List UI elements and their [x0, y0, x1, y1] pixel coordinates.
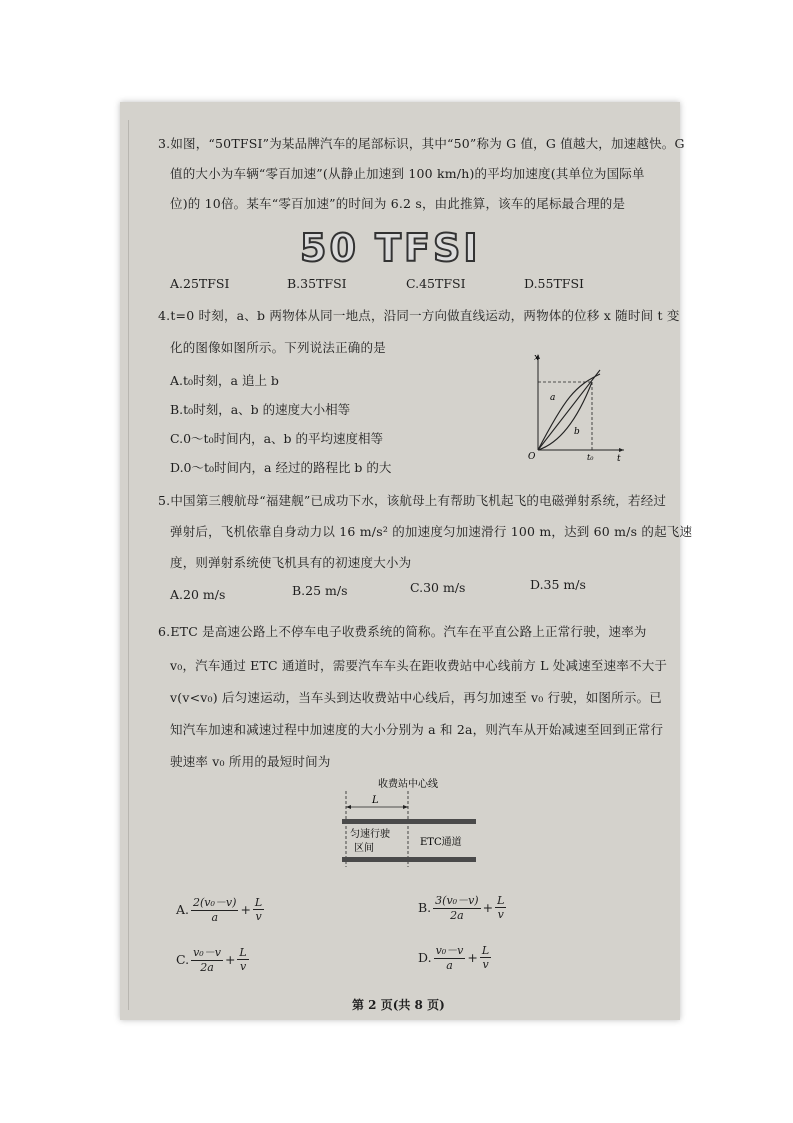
- etc-channel-label: ETC通道: [420, 837, 462, 848]
- option-letter: C.: [176, 951, 190, 967]
- q4-option-d: D.0～t₀时间内，a 经过的路程比 b 的大: [170, 460, 392, 475]
- etc-diagram: [336, 775, 481, 870]
- q5-option-b: B.25 m/s: [292, 583, 348, 598]
- L-arrow-right: [403, 805, 408, 809]
- q4-text-line1: 4.t=0 时刻，a、b 两物体从同一地点，沿同一方向做直线运动，两物体的位移 x 随时间 t 变: [158, 308, 680, 323]
- q5-text-line3: 度，则弹射系统使飞机具有的初速度大小为: [170, 555, 412, 570]
- option-letter: A.: [176, 901, 190, 917]
- numerator: L: [497, 893, 505, 907]
- denominator: a: [211, 911, 218, 924]
- q4-option-a: A.t₀时刻，a 追上 b: [170, 373, 279, 388]
- numerator: 3(v₀－v): [435, 894, 479, 907]
- denominator: v: [239, 959, 247, 973]
- zone-label-1: 匀速行驶: [350, 829, 390, 840]
- q3-option-a: A.25TFSI: [170, 276, 230, 291]
- page-margin-line: [128, 120, 129, 1010]
- denominator: 2a: [200, 961, 214, 974]
- denominator: 2a: [450, 909, 464, 922]
- q4-option-b: B.t₀时刻，a、b 的速度大小相等: [170, 402, 351, 417]
- option-letter: D.: [418, 949, 432, 965]
- t-axis-arrow: [619, 448, 624, 452]
- q5-text-line1: 5.中国第三艘航母“福建舰”已成功下水，该航母上有帮助飞机起飞的电磁弹射系统，若经过: [158, 493, 667, 508]
- q6-text-line5: 驶速率 v₀ 所用的最短时间为: [170, 754, 331, 769]
- plus-sign: +: [482, 899, 494, 915]
- curve-b-label: b: [574, 427, 580, 437]
- page-footer: 第 2 页(共 8 页): [352, 998, 445, 1012]
- q6-text-line1: 6.ETC 是高速公路上不停车电子收费系统的简称。汽车在平直公路上正常行驶，速率为: [158, 624, 647, 639]
- q3-text-line1: 3.如图，“50TFSI”为某品牌汽车的尾部标识，其中“50”称为 G 值，G 值越大，加速越快。G: [158, 136, 685, 151]
- q6-text-line4: 知汽车加速和减速过程中加速度的大小分别为 a 和 2a，则汽车从开始减速至回到正常行: [170, 722, 664, 737]
- xt-graph: [520, 348, 630, 463]
- curve-a-label: a: [550, 393, 556, 403]
- denominator: v: [255, 909, 262, 923]
- zone-label-2: 区间: [354, 843, 374, 854]
- q5-text-line2: 弹射后，飞机依靠自身动力以 16 m/s² 的加速度匀加速滑行 100 m，达到 60 m/s 的起飞速: [170, 524, 693, 539]
- x-axis-label: x: [534, 353, 540, 363]
- q4-text-line2: 化的图像如图所示。下列说法正确的是: [170, 340, 386, 355]
- numerator: v₀－v: [435, 944, 464, 957]
- denominator: v: [497, 907, 504, 921]
- q6-option-a: [176, 894, 264, 924]
- L-arrow-left: [346, 805, 351, 809]
- q3-option-b: B.35TFSI: [287, 276, 347, 291]
- option-letter: B.: [418, 899, 432, 915]
- L-label: L: [372, 795, 379, 806]
- numerator: L: [481, 943, 490, 957]
- road-top: [342, 819, 476, 824]
- denominator: v: [482, 957, 489, 971]
- q6-text-line3: v(v<v₀) 后匀速运动，当车头到达收费站中心线后，再匀加速至 v₀ 行驶，如图所示。已: [170, 690, 662, 705]
- plus-sign: +: [467, 949, 478, 965]
- origin-label: O: [528, 452, 536, 462]
- plus-sign: +: [224, 951, 236, 967]
- q4-option-c: C.0～t₀时间内，a、b 的平均速度相等: [170, 431, 384, 446]
- denominator: a: [446, 959, 453, 972]
- plus-sign: +: [240, 901, 251, 917]
- q3-text-line3: 位)的 10倍。某车“零百加速”的时间为 6.2 s，由此推算，该车的尾标最合理的是: [170, 196, 626, 211]
- q3-option-d: D.55TFSI: [524, 276, 584, 291]
- numerator: 2(v₀－v): [193, 896, 237, 909]
- tfsi-logo: 50 TFSI: [300, 226, 481, 270]
- q6-option-c: [176, 944, 249, 974]
- q6-option-d: [418, 942, 491, 972]
- q3-text-line2: 值的大小为车辆“零百加速”(从静止加速到 100 km/h)的平均加速度(其单位为国际单: [170, 166, 645, 181]
- q6-option-b: [418, 892, 506, 922]
- road-bottom: [342, 857, 476, 862]
- q5-option-c: C.30 m/s: [410, 580, 466, 595]
- numerator: v₀－v: [193, 946, 221, 959]
- q5-option-a: A.20 m/s: [170, 587, 226, 602]
- center-line-label: 收费站中心线: [378, 779, 438, 790]
- q6-text-line2: v₀，汽车通过 ETC 通道时，需要汽车车头在距收费站中心线前方 L 处减速至速率不大于: [170, 658, 668, 673]
- numerator: L: [239, 945, 247, 959]
- numerator: L: [254, 895, 263, 909]
- q5-option-d: D.35 m/s: [530, 577, 586, 592]
- t-axis-label: t: [617, 454, 621, 463]
- t0-label: t₀: [587, 453, 594, 462]
- q3-option-c: C.45TFSI: [406, 276, 466, 291]
